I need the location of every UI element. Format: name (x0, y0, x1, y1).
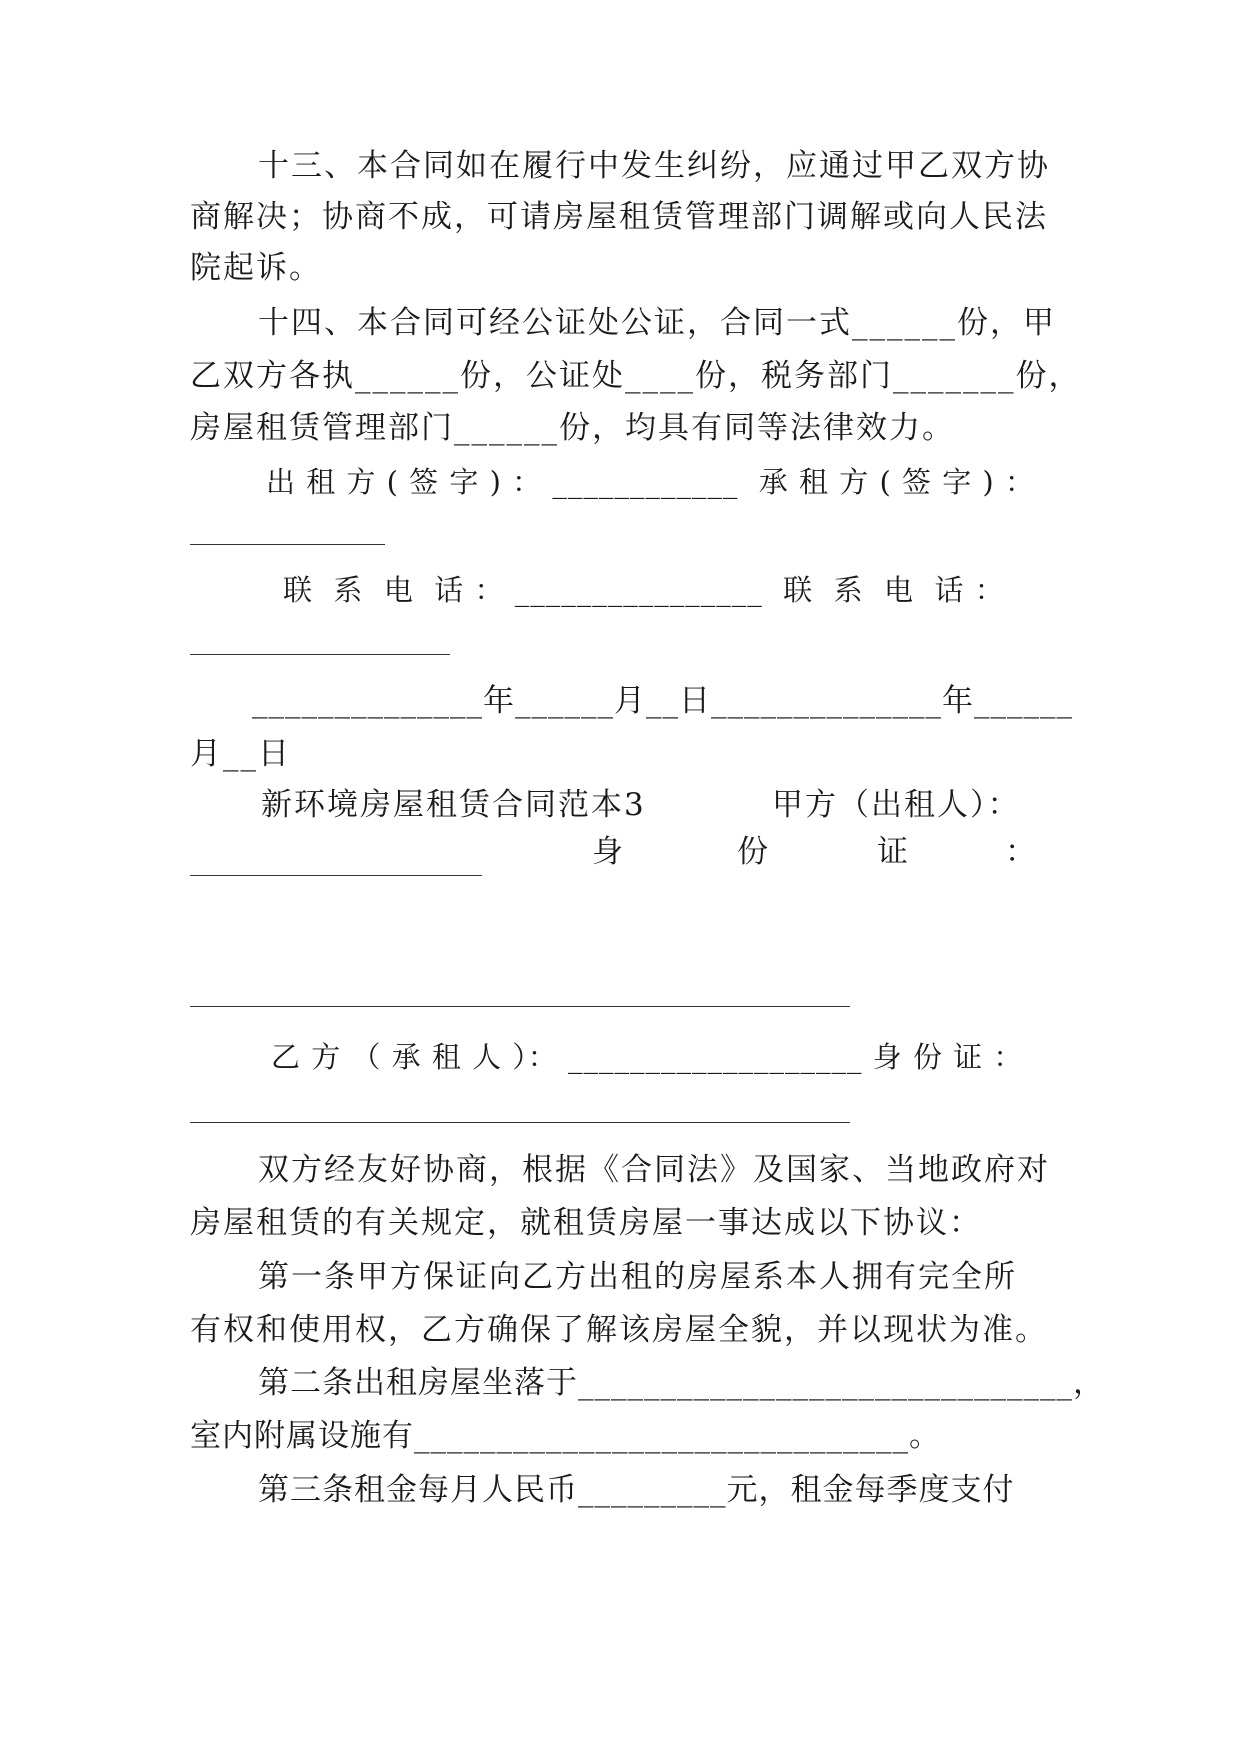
article-2-line-1: 第二条出租房屋坐落于______________________________， (258, 1365, 1105, 1401)
date-line-1: ______________年______月__日______________年______ (252, 683, 1073, 719)
id-label-char-2: 份 (737, 834, 770, 870)
party-a-name-blank (190, 875, 482, 876)
date-line-2: 月__日 (190, 736, 291, 772)
article-1-line-1: 第一条甲方保证向乙方出租的房屋系本人拥有完全所 (258, 1259, 1017, 1295)
lessor-lessee-signature-line: 出 租 方 ( 签 字 ) ： ____________ 承 租 方 ( 签 字 ) ： (266, 465, 1035, 499)
article-2-line-2: 室内附属设施有______________________________。 (190, 1418, 941, 1454)
article-3-line-1: 第三条租金每月人民币_________元，租金每季度支付 (258, 1472, 1015, 1508)
id-label-char-1: 身 (592, 834, 625, 870)
party-b-id-blank (190, 1122, 850, 1123)
preamble-line-2: 房屋租赁的有关规定，就租赁房屋一事达成以下协议： (190, 1205, 982, 1241)
clause-14-line-1: 十四、本合同可经公证处公证，合同一式______份，甲 (258, 305, 1056, 341)
clause-14-line-3: 房屋租赁管理部门______份，均具有同等法律效力。 (190, 410, 955, 446)
contact-phone-line: 联 系 电 话 ： ________________ 联 系 电 话 ： (283, 573, 1005, 607)
clause-14-line-2: 乙双方各执______份，公证处____份，税务部门_______份， (190, 358, 1082, 394)
party-a-id-blank (190, 1006, 850, 1007)
clause-13-line-1: 十三、本合同如在履行中发生纠纷，应通过甲乙双方协 (258, 148, 1050, 184)
id-label-char-3: 证 (877, 834, 910, 870)
clause-13-line-2: 商解决；协商不成，可请房屋租赁管理部门调解或向人民法 (190, 199, 1048, 235)
article-1-line-2: 有权和使用权，乙方确保了解该房屋全貌，并以现状为准。 (190, 1312, 1048, 1348)
party-a-label: 甲方（出租人）： (772, 787, 1021, 823)
phone-blank-underline (190, 654, 450, 655)
id-label-colon: ： (1005, 834, 1038, 870)
party-b-line: 乙 方 （ 承 租 人 ）： ___________________ 身 份 证 ： (271, 1040, 1024, 1074)
preamble-line-1: 双方经友好协商，根据《合同法》及国家、当地政府对 (258, 1152, 1050, 1188)
clause-13-line-3: 院起诉。 (190, 250, 322, 286)
contract-sample-title: 新环境房屋租赁合同范本3 (261, 787, 646, 823)
signature-blank-underline (190, 544, 385, 545)
